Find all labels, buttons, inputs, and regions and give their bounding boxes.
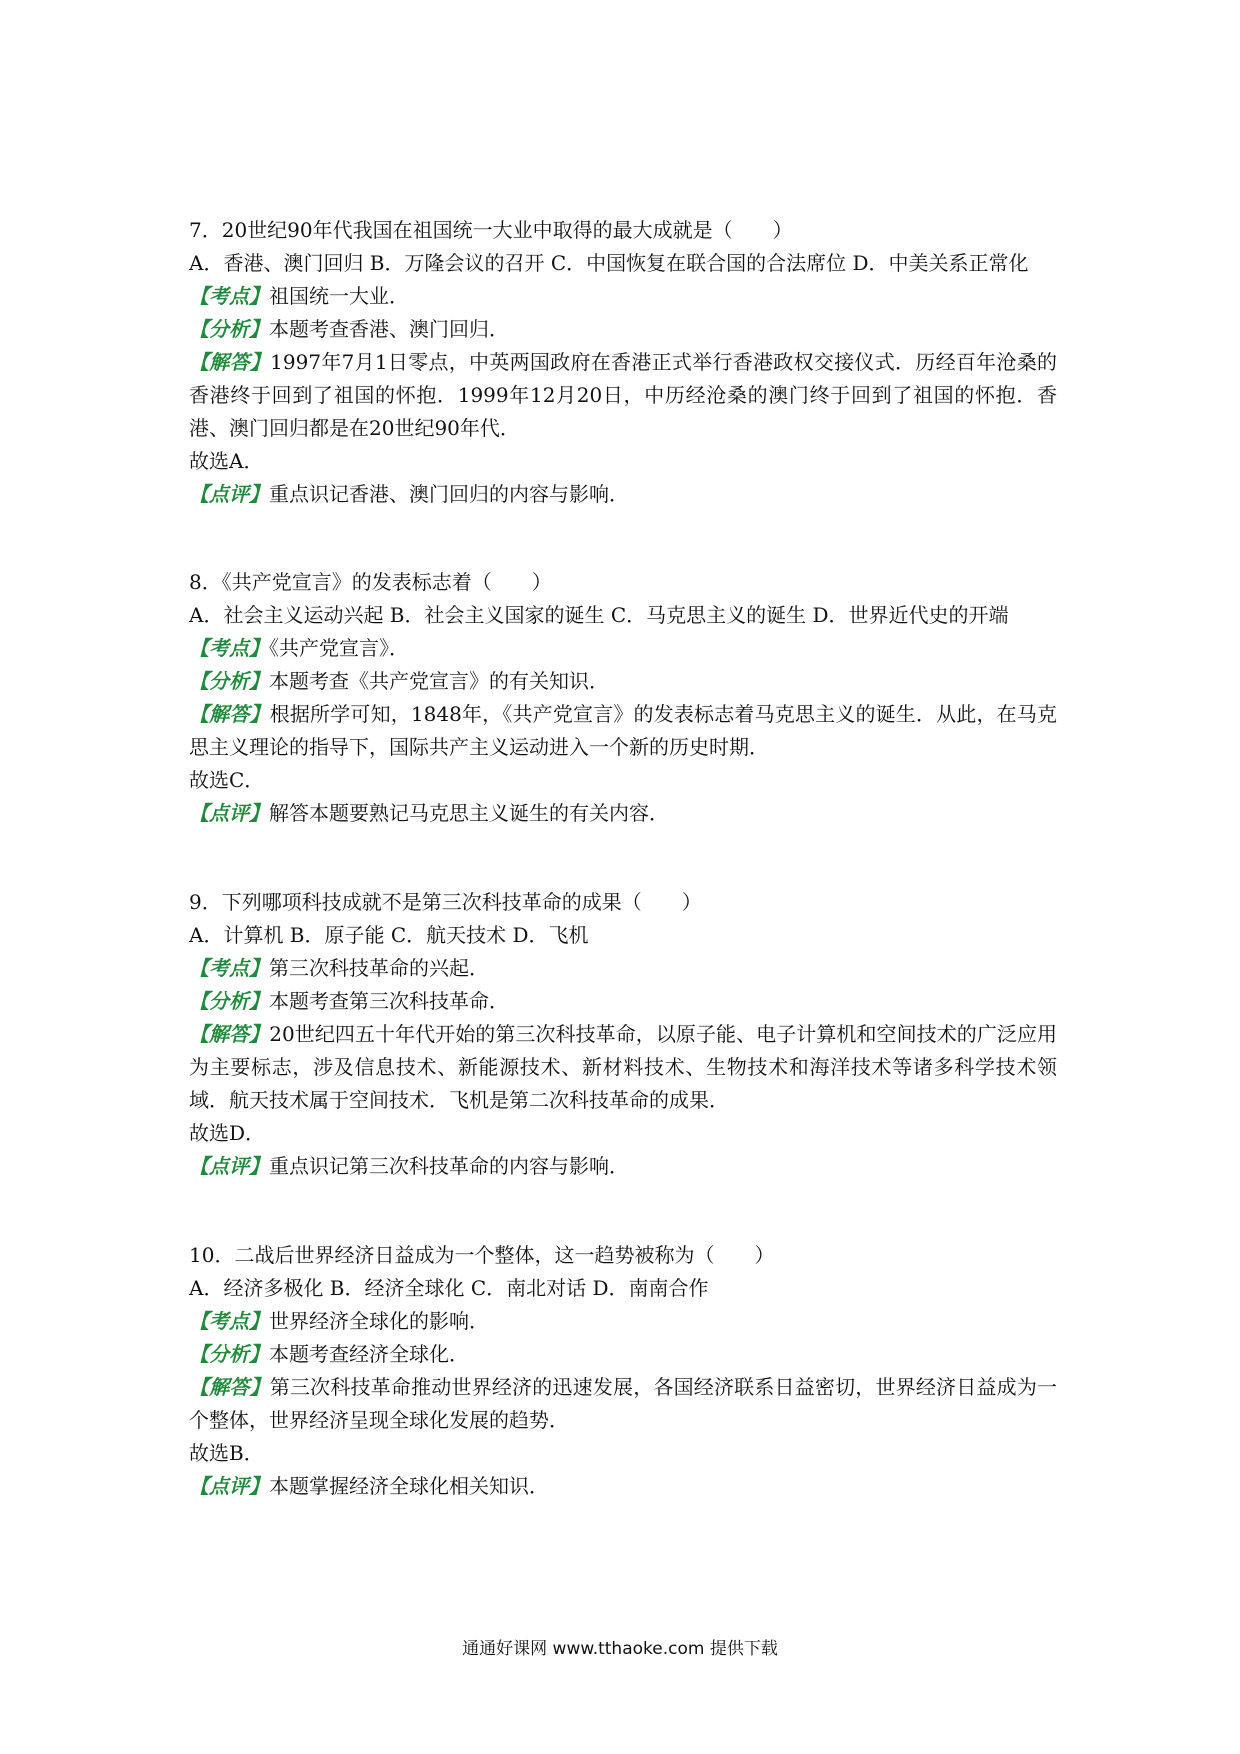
kaodian-line — [189, 632, 1057, 665]
jieda-text: 20世纪四五十年代开始的第三次科技革命，以原子能、电子计算机和空间技术的广泛应用为主要标志，涉及信息技术、新能源技术、新材料技术、生物技术和海洋技术等诸多科学技术领域．航天技术属于空间技术．飞机是第二次科技革命的成果． — [189, 1022, 1058, 1112]
jieda-text: 根据所学可知，1848年，《共产党宣言》的发表标志着马克思主义的诞生．从此，在马克思主义理论的指导下，国际共产主义运动进入一个新的历史时期． — [189, 702, 1058, 759]
dianping-tag: 【点评】 — [189, 1154, 269, 1178]
fenxi-tag: 【分析】 — [189, 317, 269, 341]
document-body — [189, 214, 1057, 1503]
jieda-tag: 【解答】 — [189, 702, 270, 726]
fenxi-tag: 【分析】 — [189, 1342, 269, 1366]
kaodian-text: 《共产党宣言》． — [269, 636, 409, 660]
dianping-text: 重点识记香港、澳门回归的内容与影响． — [269, 482, 629, 506]
answer-line: 故选A． — [189, 449, 264, 473]
answer-line: 故选C． — [189, 768, 265, 792]
dianping-text: 解答本题要熟记马克思主义诞生的有关内容． — [269, 801, 669, 825]
kaodian-tag: 【考点】 — [189, 1309, 269, 1333]
jieda-text: 1997年7月1日零点，中英两国政府在香港正式举行香港政权交接仪式．历经百年沧桑的香港终于回到了祖国的怀抱．1999年12月20日，中历经沧桑的澳门终于回到了祖国的怀抱．香港、澳门回归都是在20世纪90年代． — [189, 350, 1057, 440]
fenxi-line — [189, 1338, 1057, 1371]
dianping-text: 重点识记第三次科技革命的内容与影响． — [269, 1154, 629, 1178]
question-9 — [189, 886, 1057, 1183]
fenxi-line — [189, 313, 1057, 346]
question-7 — [189, 214, 1057, 511]
question-stem: 8．《共产党宣言》的发表标志着（ ） — [189, 570, 552, 594]
answer-line: 故选B． — [189, 1441, 264, 1465]
jieda-tag: 【解答】 — [189, 1375, 270, 1399]
jieda-tag: 【解答】 — [189, 350, 271, 374]
fenxi-text: 本题考查经济全球化． — [269, 1342, 469, 1366]
answer-line: 故选D． — [189, 1121, 266, 1145]
question-options: A．社会主义运动兴起 B．社会主义国家的诞生 C．马克思主义的诞生 D．世界近代史的开端 — [189, 603, 1009, 627]
jieda-line — [189, 1018, 1057, 1117]
dianping-line — [189, 478, 1057, 511]
kaodian-text: 世界经济全球化的影响． — [269, 1309, 489, 1333]
fenxi-tag: 【分析】 — [189, 989, 269, 1013]
question-stem: 9．下列哪项科技成就不是第三次科技革命的成果（ ） — [189, 890, 702, 914]
dianping-text: 本题掌握经济全球化相关知识． — [269, 1474, 549, 1498]
fenxi-tag: 【分析】 — [189, 669, 269, 693]
question-stem: 7．20世纪90年代我国在祖国统一大业中取得的最大成就是（ ） — [189, 218, 793, 242]
page-footer: 通通好课网 www.tthaoke.com 提供下载 — [462, 1639, 778, 1659]
question-10 — [189, 1239, 1057, 1503]
jieda-tag: 【解答】 — [189, 1022, 270, 1046]
fenxi-text: 本题考查第三次科技革命． — [269, 989, 509, 1013]
fenxi-line — [189, 985, 1057, 1018]
dianping-line — [189, 797, 1057, 830]
dianping-tag: 【点评】 — [189, 801, 269, 825]
jieda-line — [189, 346, 1057, 445]
dianping-line — [189, 1150, 1057, 1183]
jieda-line — [189, 698, 1057, 764]
dianping-line — [189, 1470, 1057, 1503]
fenxi-text: 本题考查《共产党宣言》的有关知识． — [269, 669, 609, 693]
dianping-tag: 【点评】 — [189, 1474, 269, 1498]
question-options: A．经济多极化 B．经济全球化 C．南北对话 D．南南合作 — [189, 1276, 709, 1300]
kaodian-text: 第三次科技革命的兴起． — [269, 956, 489, 980]
jieda-text: 第三次科技革命推动世界经济的迅速发展，各国经济联系日益密切，世界经济日益成为一个整体，世界经济呈现全球化发展的趋势． — [189, 1375, 1058, 1432]
kaodian-tag: 【考点】 — [189, 636, 269, 660]
kaodian-line — [189, 1305, 1057, 1338]
kaodian-tag: 【考点】 — [189, 284, 269, 308]
question-stem: 10．二战后世界经济日益成为一个整体，这一趋势被称为（ ） — [189, 1243, 775, 1267]
question-8 — [189, 566, 1057, 830]
dianping-tag: 【点评】 — [189, 482, 269, 506]
kaodian-text: 祖国统一大业． — [269, 284, 409, 308]
question-options: A．计算机 B．原子能 C．航天技术 D．飞机 — [189, 923, 589, 947]
kaodian-line — [189, 280, 1057, 313]
fenxi-text: 本题考查香港、澳门回归． — [269, 317, 509, 341]
fenxi-line — [189, 665, 1057, 698]
question-options: A．香港、澳门回归 B．万隆会议的召开 C．中国恢复在联合国的合法席位 D．中美关系正常化 — [189, 251, 1029, 275]
kaodian-tag: 【考点】 — [189, 956, 269, 980]
kaodian-line — [189, 952, 1057, 985]
jieda-line — [189, 1371, 1057, 1437]
